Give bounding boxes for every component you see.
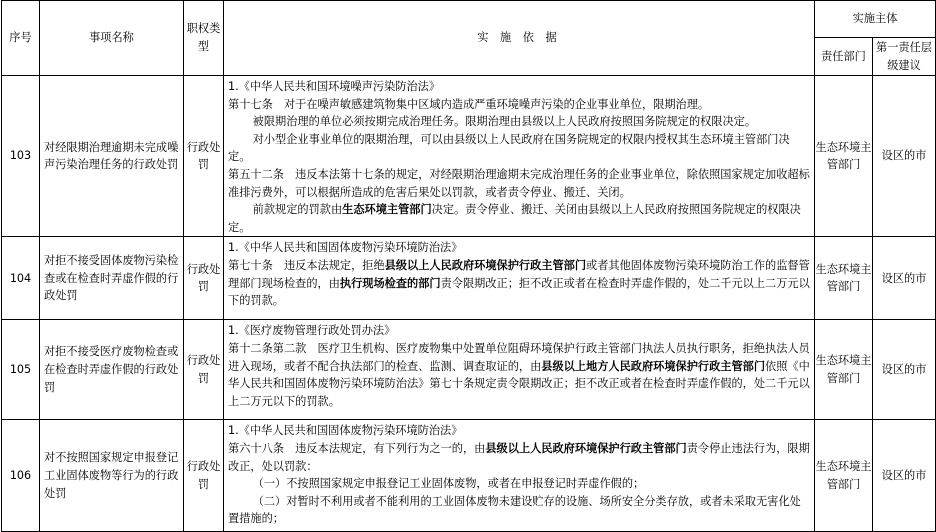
row-dept: 生态环境主管部门 [815,76,873,237]
row-basis: 1.《中华人民共和国固体废物污染环境防治法》 第六十八条 违反本法规定，有下列行为之一的，由县级以上人民政府环境保护行政主管部门责令停止违法行为，限期改正，处以罚款： （一）不按照国家规定申报登记工业固体废物，或者在申报登记时弄虚作假的； （二）对暂时不利用或者不能利用的工业固体废物未建设贮存的设施、场所安全分类存放，或者未采取无害化处置措施的； [224,420,815,532]
table-row [2,76,936,237]
row-level: 设区的市 [873,237,936,320]
row-name: 对经限期治理逾期未完成噪声污染治理任务的行政处罚 [40,76,184,237]
table-row [2,237,936,320]
row-level: 设区的市 [873,320,936,420]
row-basis: 1.《医疗废物管理行政处罚办法》 第十二条第二款 医疗卫生机构、医疗废物集中处置单位阻碍环境保护行政主管部门执法人员执行职务，拒绝执法人员进入现场，或者不配合执法部门的检查、监测、调查取证的，由县级以上地方人民政府环境保护行政主管部门依照《中华人民共和国固体废物污染环境防治法》第七十条规定责令限期改正；拒不改正或者在检查时弄虚作假的，处二千元以上二万元以下的罚款。 [224,320,815,420]
header-level: 第一责任层级建议 [873,38,936,76]
row-seq: 104 [2,237,40,320]
table-row [2,420,936,532]
header-row-1 [2,1,936,38]
row-dept: 生态环境主管部门 [815,320,873,420]
row-seq: 106 [2,420,40,532]
row-level: 设区的市 [873,420,936,532]
row-basis: 1.《中华人民共和国固体废物污染环境防治法》 第七十条 违反本法规定，拒绝县级以上人民政府环境保护行政主管部门或者其他固体废物污染环境防治工作的监督管理部门现场检查的，由执行现场检查的部门责令限期改正；拒不改正或者在检查时弄虚作假的，处二千元以上二万元以下的罚款。 [224,237,815,320]
header-basis: 实 施 依 据 [224,1,815,76]
row-seq: 103 [2,76,40,237]
row-seq: 105 [2,320,40,420]
header-dept: 责任部门 [815,38,873,76]
header-seq: 序号 [2,1,40,76]
row-type: 行政处罚 [184,320,224,420]
header-subject: 实施主体 [815,1,936,38]
row-type: 行政处罚 [184,76,224,237]
row-type: 行政处罚 [184,420,224,532]
row-level: 设区的市 [873,76,936,237]
row-dept: 生态环境主管部门 [815,237,873,320]
row-type: 行政处罚 [184,237,224,320]
row-name: 对拒不接受医疗废物检查或在检查时弄虚作假的行政处罚 [40,320,184,420]
header-type: 职权类型 [184,1,224,76]
enforcement-table [1,0,936,532]
row-basis: 1.《中华人民共和国环境噪声污染防治法》 第十七条 对于在噪声敏感建筑物集中区域内造成严重环境噪声污染的企业事业单位，限期治理。 被限期治理的单位必须按期完成治理任务。限期治理由县级以上人民政府按照国务院规定的权限决定。 对小型企业事业单位的限期治理，可以由县级以上人民政府在国务院规定的权限内授权其生态环境主管部门决定。 第五十二条 违反本法第十七条的规定，对经限期治理逾期未完成治理任务的企业事业单位，除依照国家规定加收超标准排污费外，可以根据所造成的危害后果处以罚款，或者责令停业、搬迁、关闭。 前款规定的罚款由生态环境主管部门决定。责令停业、搬迁、关闭由县级以上人民政府按照国务院规定的权限决定。 [224,76,815,237]
row-name: 对拒不接受固体废物污染检查或在检查时弄虚作假的行政处罚 [40,237,184,320]
header-name: 事项名称 [40,1,184,76]
row-dept: 生态环境主管部门 [815,420,873,532]
row-name: 对不按照国家规定申报登记工业固体废物等行为的行政处罚 [40,420,184,532]
table-row [2,320,936,420]
